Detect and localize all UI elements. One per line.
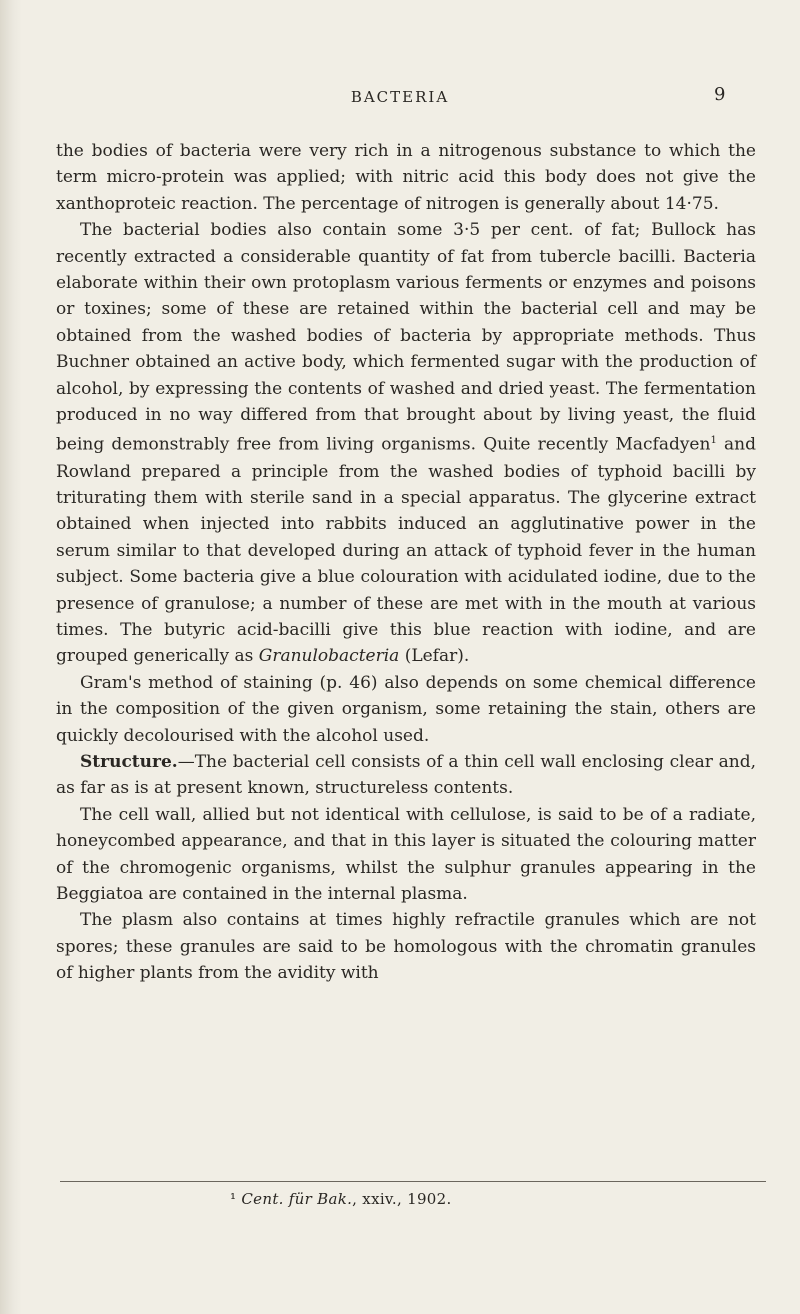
footnote-citation: , xxiv., 1902. <box>352 1190 452 1208</box>
footnote-journal: Cent. für Bak. <box>241 1190 353 1208</box>
running-head: BACTERIA <box>350 88 450 106</box>
genus-name: Granulobacteria <box>258 646 400 667</box>
page-number: 9 <box>714 84 726 105</box>
body-text <box>56 138 756 987</box>
paragraph <box>56 749 756 802</box>
footnote-reference: 1 <box>710 435 717 447</box>
paragraph-text: —The bacterial cell consists of a thin cell wall enclosing clear and, as far as is at present known, structureless contents. <box>56 752 756 799</box>
footnote-rule <box>60 1181 766 1182</box>
paragraph-text: and Rowland prepared a principle from the washed bodies of typhoid bacilli by triturating them with sterile sand in a special apparatus. The glycerine extract obtained when injected into rabbits induced an agglutinative power in the serum similar to that developed during an attack of typhoid fever in the human subject. Some bacteria give a blue colouration with acidulated iodine, due to the presence of granulose; a number of these are met with in the mouth at various times. The butyric acid-bacilli give this blue reaction with iodine, and are grouped generically as <box>56 435 757 667</box>
footnote-marker: ¹ <box>230 1190 237 1208</box>
paragraph: the bodies of bacteria were very rich in a nitrogenous substance to which the term micro-protein was applied; with nitric acid this body does not give the xanthoproteic reaction. The percentage of nitrogen is generally about 14·75. <box>56 141 756 214</box>
page-gutter-shadow <box>0 0 22 1314</box>
paragraph-text: (Lefar). <box>399 646 470 667</box>
paragraph: The cell wall, allied but not identical with cellulose, is said to be of a radiate, honeycombed appearance, and that in this layer is situated the colouring matter of the chromogenic organisms, whilst the sulphur granules appearing in the Beggiatoa are contained in the internal plasma. <box>56 804 756 905</box>
paragraph-text: The bacterial bodies also contain some 3·5 per cent. of fat; Bullock has recently extracted a considerable quantity of fat from tubercle bacilli. Bacteria elaborate within their own protoplasm various ferments or enzymes and poisons or toxines; some of these are retained within the bacterial cell and may be obtained from the washed bodies of bacteria by appropriate methods. Thus Buchner obtained an active body, which fermented sugar with the production of alcohol, by expressing the contents of washed and dried yeast. The fermentation produced in no way differed from that brought about by living yeast, the fluid being demonstrably free from living organisms. Quite recently Macfadyen <box>56 220 756 456</box>
paragraph <box>56 217 756 670</box>
paragraph: Gram's method of staining (p. 46) also depends on some chemical difference in the composition of the given organism, some retaining the stain, others are quickly decolourised with the alcohol used. <box>56 672 756 746</box>
footnote <box>230 1190 452 1208</box>
section-heading: Structure. <box>80 752 178 772</box>
paragraph: The plasm also contains at times highly refractile granules which are not spores; these granules are said to be homologous with the chromatin granules of higher plants from the avidity with <box>56 910 756 984</box>
